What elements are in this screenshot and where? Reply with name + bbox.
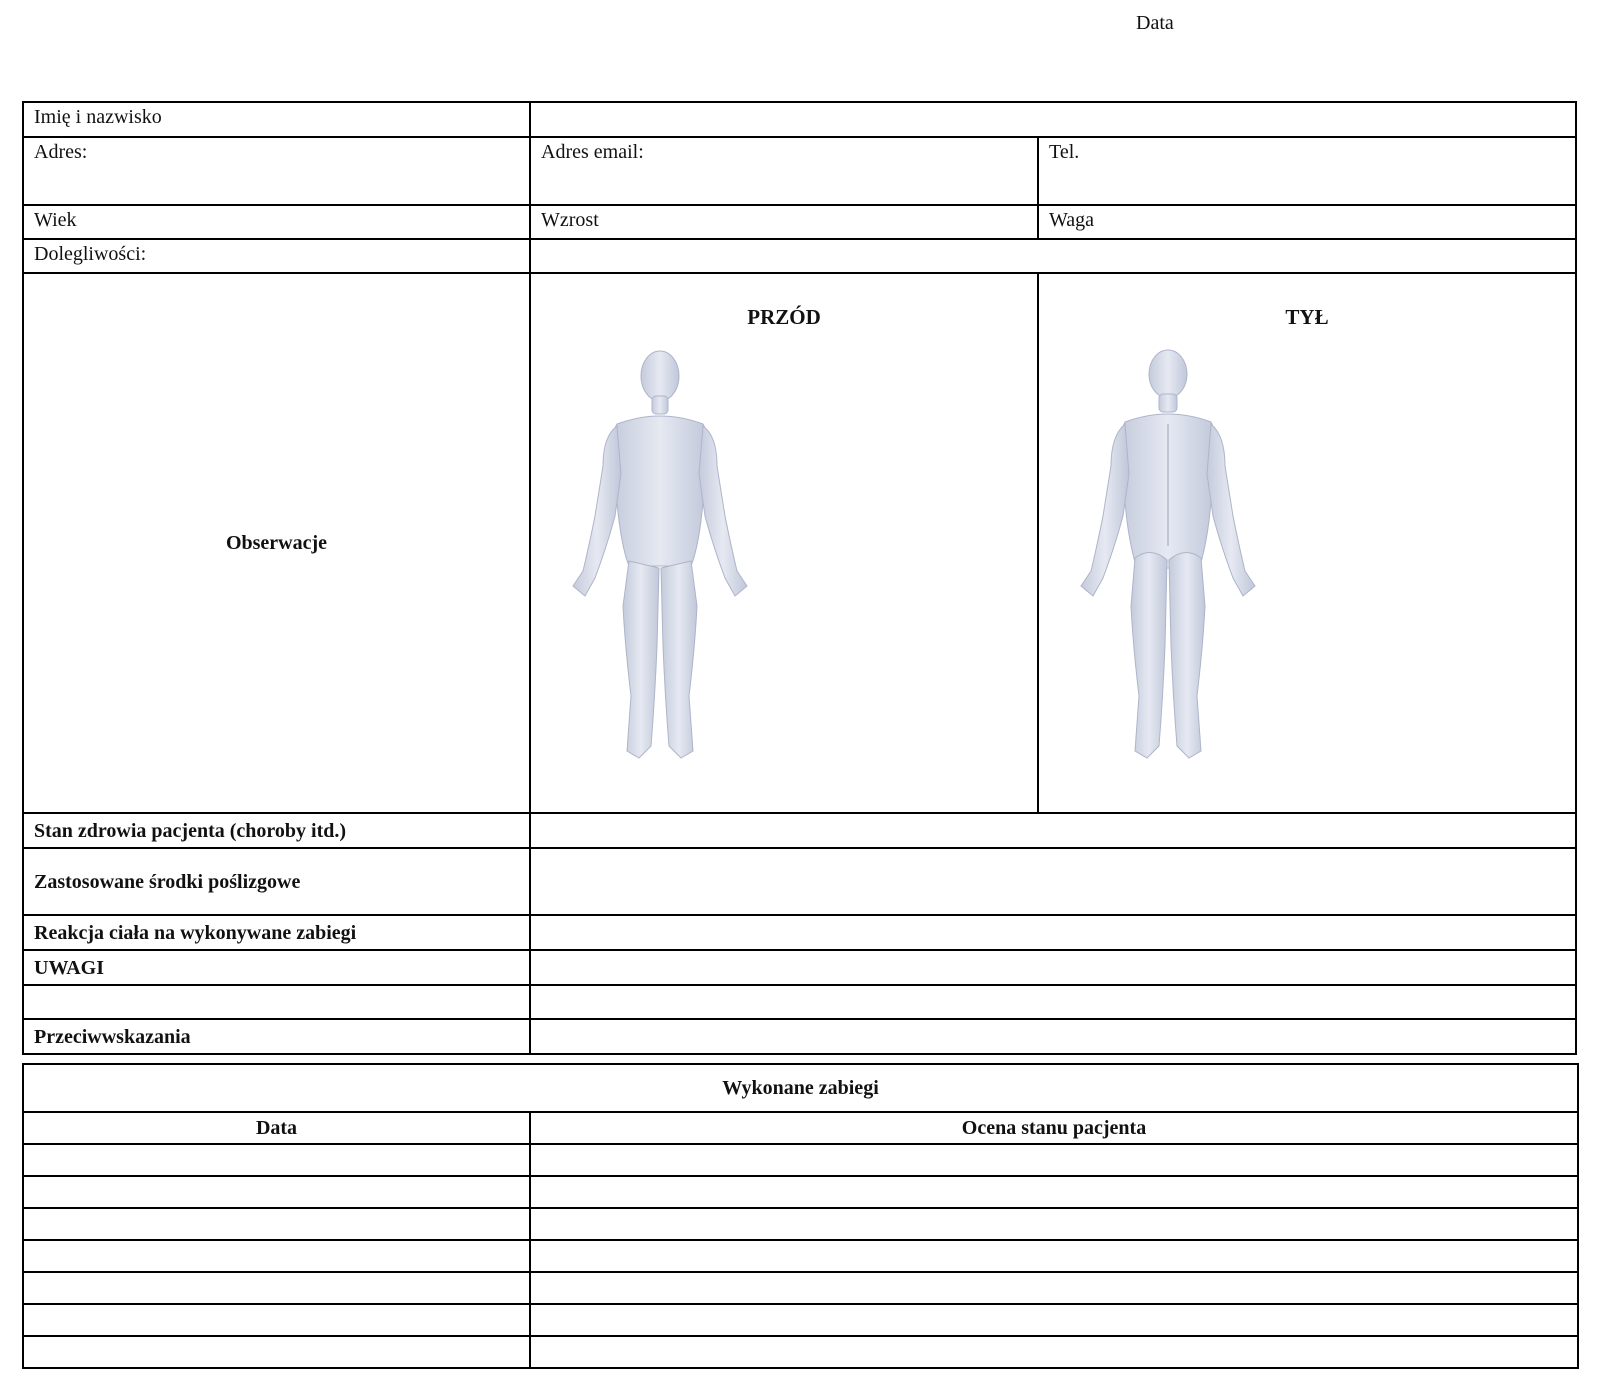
health-field[interactable] (530, 813, 1576, 848)
table-row (23, 1208, 1578, 1240)
observations-label: Obserwacje (23, 273, 530, 813)
health-label: Stan zdrowia pacjenta (choroby itd.) (23, 813, 530, 848)
treatment-date-cell[interactable] (23, 1272, 530, 1304)
reaction-label: Reakcja ciała na wykonywane zabiegi (23, 915, 530, 950)
contraindications-label: Przeciwwskazania (23, 1019, 530, 1054)
treatment-assessment-cell[interactable] (530, 1208, 1578, 1240)
back-view-label: TYŁ (1285, 305, 1329, 329)
front-view-cell[interactable] (530, 273, 1038, 813)
complaints-field[interactable] (530, 239, 1576, 273)
notes-field[interactable] (530, 950, 1576, 985)
name-field[interactable] (530, 102, 1576, 137)
back-body-icon (1063, 346, 1283, 776)
treatment-date-cell[interactable] (23, 1336, 530, 1368)
lubricants-field[interactable] (530, 848, 1576, 915)
complaints-label: Dolegliwości: (23, 239, 530, 273)
treatment-date-cell[interactable] (23, 1208, 530, 1240)
notes-extra-field[interactable] (23, 985, 530, 1019)
table-row (23, 1240, 1578, 1272)
treatments-table (22, 1063, 1579, 1369)
address-label: Adres: (34, 141, 88, 163)
treatment-assessment-cell[interactable] (530, 1336, 1578, 1368)
notes-label: UWAGI (23, 950, 530, 985)
treatments-col-assessment: Ocena stanu pacjenta (530, 1112, 1578, 1144)
name-label: Imię i nazwisko (23, 102, 530, 137)
reaction-field[interactable] (530, 915, 1576, 950)
address-field[interactable] (23, 137, 530, 205)
weight-field[interactable] (1038, 205, 1576, 239)
table-row (23, 1176, 1578, 1208)
age-field[interactable] (23, 205, 530, 239)
date-label: Data (1136, 12, 1174, 34)
age-label: Wiek (34, 209, 77, 231)
notes-extra-value-field[interactable] (530, 985, 1576, 1019)
lubricants-label: Zastosowane środki poślizgowe (23, 848, 530, 915)
treatment-assessment-cell[interactable] (530, 1272, 1578, 1304)
table-row (23, 1304, 1578, 1336)
treatment-date-cell[interactable] (23, 1304, 530, 1336)
weight-label: Waga (1049, 209, 1095, 231)
email-field[interactable] (530, 137, 1038, 205)
treatment-assessment-cell[interactable] (530, 1240, 1578, 1272)
treatment-date-cell[interactable] (23, 1240, 530, 1272)
height-label: Wzrost (541, 209, 599, 231)
treatment-assessment-cell[interactable] (530, 1176, 1578, 1208)
email-label: Adres email: (541, 141, 644, 163)
table-row (23, 1144, 1578, 1176)
treatments-title: Wykonane zabiegi (23, 1064, 1578, 1112)
treatment-date-cell[interactable] (23, 1144, 530, 1176)
height-field[interactable] (530, 205, 1038, 239)
treatments-col-date: Data (23, 1112, 530, 1144)
contraindications-field[interactable] (530, 1019, 1576, 1054)
front-body-icon (555, 346, 775, 776)
back-view-cell[interactable] (1038, 273, 1576, 813)
treatment-assessment-cell[interactable] (530, 1144, 1578, 1176)
treatment-assessment-cell[interactable] (530, 1304, 1578, 1336)
back-body-figure (1049, 332, 1565, 812)
front-body-figure (541, 332, 1027, 812)
front-view-label: PRZÓD (747, 305, 821, 329)
table-row (23, 1336, 1578, 1368)
phone-field[interactable] (1038, 137, 1576, 205)
patient-form (22, 101, 1577, 1055)
treatment-date-cell[interactable] (23, 1176, 530, 1208)
table-row (23, 1272, 1578, 1304)
phone-label: Tel. (1049, 141, 1080, 163)
